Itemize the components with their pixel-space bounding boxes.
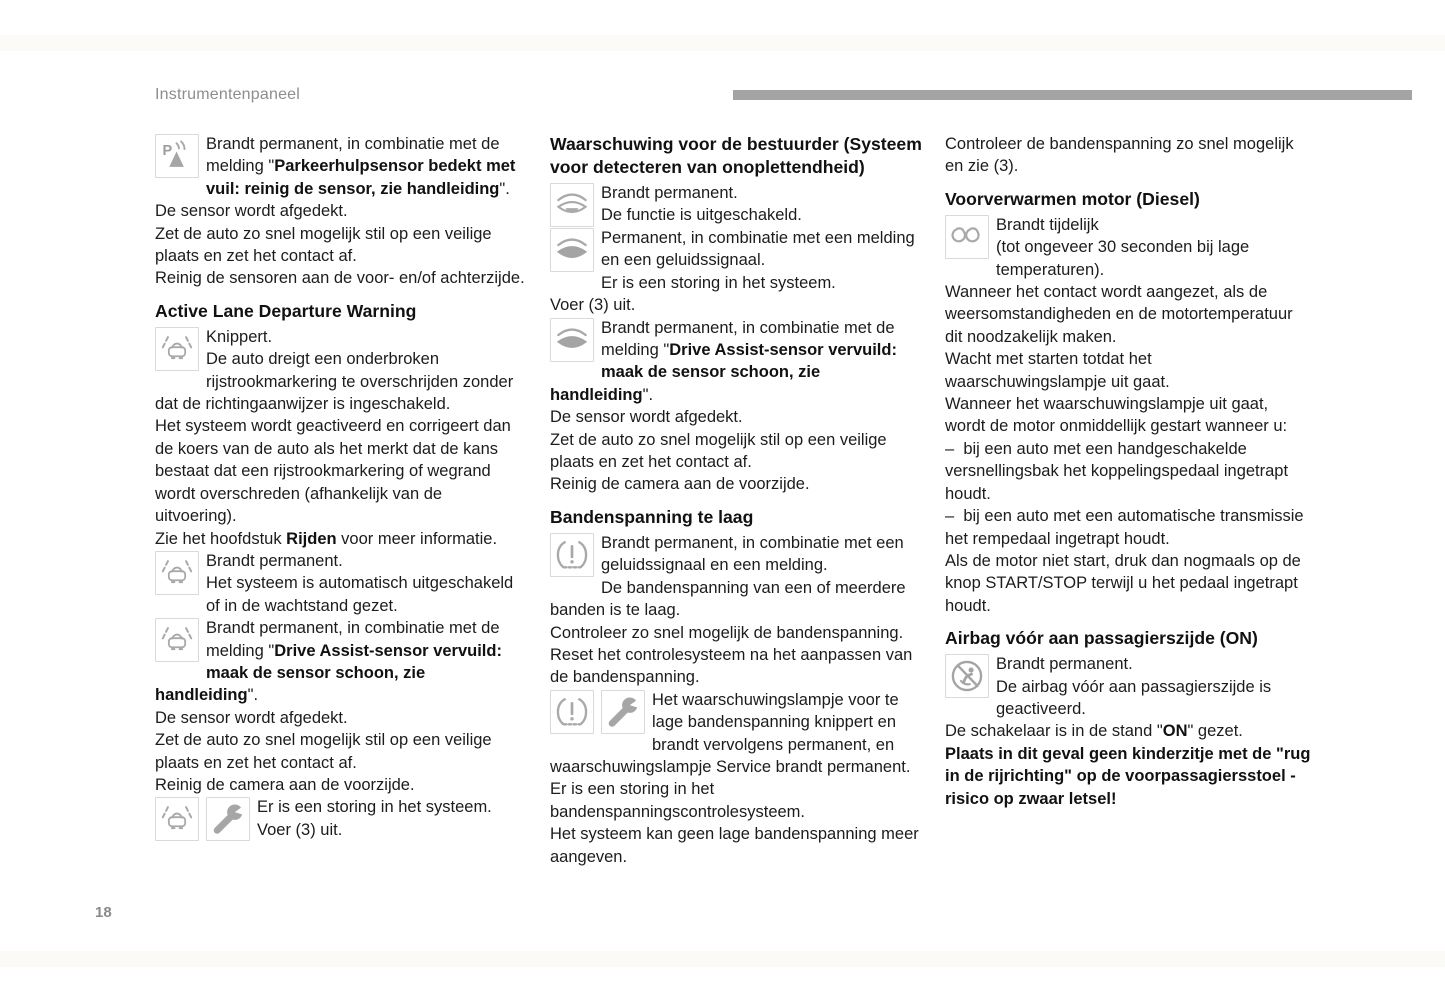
section-heading: Waarschuwing voor de bestuurder (Systeem voor detecteren van onoplettendheid) [550, 134, 922, 177]
text-run: Controleer zo snel mogelijk de bandenspanning. [550, 623, 904, 642]
text-line [550, 778, 926, 823]
text-line [155, 729, 527, 774]
text-run: Voer (3) uit. [257, 820, 343, 839]
page-bottom-band [0, 951, 1445, 967]
text-run: voor meer informatie. [336, 529, 498, 548]
text-run: Reinig de camera aan de voorzijde. [550, 475, 810, 494]
text-run: De bandenspanning van een of meerdere banden is te laag. [550, 578, 906, 620]
driver-attention-filled-icon [550, 228, 594, 272]
text-line [155, 707, 527, 729]
lane-departure-icon [155, 327, 199, 371]
text-run: Het systeem wordt geactiveerd en corrigeert dan de koers van de auto als het merkt dat de kans bestaat dat een rijstrookmarkering of wegrand wordt overschreden (afhankelijk van de uitvoering). [155, 417, 511, 526]
text-line [945, 236, 1313, 281]
text-line [155, 415, 527, 527]
text-line [945, 550, 1313, 617]
text-run: Controleer de bandenspanning zo snel mogelijk en zie (3). [945, 135, 1294, 176]
text-block [155, 133, 527, 290]
text-line [155, 267, 527, 289]
page-header: Instrumentenpaneel [155, 86, 301, 103]
text-run: – bij een auto met een handgeschakelde versnellingsbak het koppelingspedaal ingetrapt houdt. [945, 439, 1289, 503]
text-run: ". [499, 179, 510, 198]
text-run: – bij een auto met een automatische transmissie het rempedaal ingetrapt houdt. [945, 507, 1304, 548]
text-run: Brandt tijdelijk [996, 215, 1099, 234]
text-run: (tot ongeveer 30 seconden bij lage temperaturen). [996, 238, 1250, 279]
lane-departure-icon [155, 618, 199, 662]
text-line [550, 317, 926, 407]
text-line [945, 505, 1313, 550]
bold-text-run: ON [1162, 722, 1188, 741]
text-run: De sensor wordt afgedekt. [550, 408, 743, 427]
passenger-airbag-icon [945, 654, 989, 698]
wrench-icon [206, 797, 250, 841]
text-block [945, 133, 1313, 178]
text-block [550, 532, 926, 689]
tyre-pressure-icon [550, 533, 594, 577]
tyre-pressure-icon [550, 690, 594, 734]
text-block [550, 227, 926, 317]
section-heading: Airbag vóór aan passagierszijde (ON) [945, 628, 1258, 649]
text-line [945, 348, 1313, 393]
text-block [550, 689, 926, 868]
text-block [155, 796, 527, 841]
text-line [945, 281, 1313, 348]
text-line [945, 393, 1313, 438]
page-top-band [0, 35, 1445, 51]
text-run: Brandt permanent. [601, 184, 738, 202]
text-line [155, 528, 527, 550]
text-run: ". [642, 385, 654, 404]
text-run: De schakelaar is in de stand " [945, 722, 1163, 741]
column-3 [945, 133, 1313, 810]
text-run: De sensor wordt afgedekt. [155, 708, 348, 727]
section-heading: Voorverwarmen motor (Diesel) [945, 188, 1200, 209]
text-run: Reinig de sensoren aan de voor- en/of achterzijde. [155, 269, 525, 288]
text-block [945, 653, 1313, 810]
text-run: De airbag vóór aan passagierszijde is geactiveerd. [996, 677, 1272, 718]
bold-text-run: Drive Assist-sensor vervuild: maak de sensor schoon, zie handleiding [550, 341, 897, 404]
text-line [155, 200, 527, 222]
text-run: Het systeem is automatisch uitgeschakeld of in de wachtstand gezet. [206, 574, 514, 615]
text-line [155, 223, 527, 268]
page-number: 18 [95, 904, 112, 921]
text-run: Er is een storing in het bandenspanningscontrolesysteem. [550, 780, 806, 821]
text-run: Knippert. [206, 327, 273, 346]
wrench-icon [601, 690, 645, 734]
driver-attention-icon [550, 183, 594, 227]
column-1 [155, 133, 527, 841]
text-run: Er is een storing in het systeem. [601, 273, 836, 292]
text-line [945, 214, 1313, 236]
text-line [550, 644, 926, 689]
glow-plug-icon [945, 215, 989, 259]
text-run: Wacht met starten totdat het waarschuwingslampje uit gaat. [945, 350, 1170, 391]
text-line [945, 438, 1313, 505]
text-run: Er is een storing in het systeem. [257, 798, 492, 817]
text-line [550, 406, 926, 428]
section-heading: Active Lane Departure Warning [155, 300, 417, 321]
text-block [155, 617, 527, 796]
text-line [550, 429, 926, 474]
text-run: Wanneer het contact wordt aangezet, als de weersomstandigheden en de motortemperatuur dit noodzakelijk maken. [945, 283, 1293, 346]
text-run: Brandt permanent. [206, 551, 343, 570]
text-line [550, 823, 926, 868]
text-run: Zet de auto zo snel mogelijk stil op een veilige plaats en zet het contact af. [155, 731, 492, 772]
text-line [550, 294, 926, 316]
text-run: Brandt permanent, in combinatie met een geluidssignaal en een melding. [601, 533, 904, 575]
text-line [550, 204, 926, 226]
text-run: De functie is uitgeschakeld. [601, 206, 802, 225]
section-heading: Bandenspanning te laag [550, 506, 754, 527]
text-run: ". [247, 686, 259, 705]
text-line [550, 622, 926, 644]
text-line [550, 272, 926, 294]
text-line [155, 133, 527, 200]
header-rule-bar [733, 90, 1412, 100]
bold-text-run: Rijden [286, 529, 337, 548]
text-block [550, 317, 926, 496]
text-line [155, 348, 527, 415]
text-run: Brandt permanent, in combinatie met de melding " [601, 318, 895, 360]
text-line [945, 720, 1313, 742]
text-run: Zet de auto zo snel mogelijk stil op een veilige plaats en zet het contact af. [155, 224, 492, 266]
text-line [155, 774, 527, 796]
text-run: Brandt permanent. [996, 655, 1133, 674]
text-run: Reset het controlesysteem na het aanpassen van de bandenspanning. [550, 645, 913, 687]
text-run: Brandt permanent, in combinatie met de melding " [206, 135, 500, 176]
text-run: Het systeem kan geen lage bandenspanning meer aangeven. [550, 825, 919, 866]
text-line [155, 572, 527, 617]
text-line [550, 532, 926, 577]
text-line [155, 550, 527, 572]
text-run: Permanent, in combinatie met een melding en een geluidssignaal. [601, 229, 915, 270]
text-line [550, 182, 926, 204]
text-run: Wanneer het waarschuwingslampje uit gaat, wordt de motor onmiddellijk gestart wanneer u: [945, 395, 1288, 436]
text-run: Reinig de camera aan de voorzijde. [155, 775, 415, 794]
text-line [945, 133, 1313, 178]
text-line [550, 473, 926, 495]
text-run: Voer (3) uit. [550, 296, 636, 315]
text-line [945, 653, 1313, 675]
text-line [550, 577, 926, 622]
lane-departure-icon [155, 551, 199, 595]
text-block [155, 326, 527, 550]
text-line [155, 326, 527, 348]
text-line [155, 617, 527, 707]
svg-text:P: P [162, 143, 173, 160]
text-line [945, 743, 1313, 810]
parking-sensor-icon [155, 134, 199, 178]
bold-text-run: Plaats in dit geval geen kinderzitje met de "rug in de rijrichting" op de voorpassagiersstoel - risico op zwaar letsel! [945, 744, 1311, 808]
text-line [945, 676, 1313, 721]
text-block [550, 182, 926, 227]
text-run: Brandt permanent, in combinatie met de melding " [206, 619, 500, 660]
lane-departure-icon [155, 797, 199, 841]
bold-text-run: Parkeerhulpsensor bedekt met vuil: reinig de sensor, zie handleiding [206, 157, 516, 198]
text-run: Zie het hoofdstuk [155, 529, 287, 548]
driver-attention-filled-icon [550, 318, 594, 362]
text-run: Het waarschuwingslampje voor te lage bandenspanning knippert en brandt vervolgens permanent, en waarschuwingslampje Service brandt permanent. [550, 690, 911, 776]
text-block [155, 550, 527, 617]
text-run: De sensor wordt afgedekt. [155, 202, 348, 221]
text-block [945, 214, 1313, 617]
text-run: " gezet. [1187, 722, 1243, 741]
text-line [550, 227, 926, 272]
text-run: De auto dreigt een onderbroken rijstrookmarkering te overschrijden zonder dat de richtingaanwijzer is ingeschakeld. [155, 350, 514, 414]
text-run: Als de motor niet start, druk dan nogmaals op de knop START/STOP terwijl u het pedaal ingetrapt houdt. [945, 551, 1301, 615]
column-2 [550, 133, 926, 868]
bold-text-run: Drive Assist-sensor vervuild: maak de sensor schoon, zie handleiding [155, 641, 502, 705]
text-run: Zet de auto zo snel mogelijk stil op een veilige plaats en zet het contact af. [550, 430, 887, 472]
